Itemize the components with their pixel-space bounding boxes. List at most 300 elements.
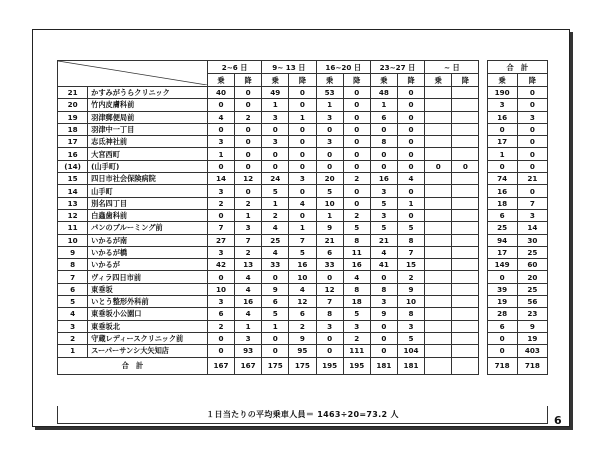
total-cell: 17 — [487, 136, 517, 148]
count-cell — [425, 296, 452, 308]
count-cell: 33 — [316, 259, 343, 271]
count-cell — [425, 173, 452, 185]
count-cell: 11 — [343, 246, 370, 258]
count-cell — [425, 197, 452, 209]
total-cell: 6 — [487, 320, 517, 332]
diagonal-line — [58, 61, 207, 85]
count-cell — [425, 320, 452, 332]
count-cell: 0 — [397, 123, 424, 135]
count-cell: 41 — [370, 259, 397, 271]
total-cell: 25 — [517, 283, 547, 295]
count-cell — [452, 197, 479, 209]
stop-name: パンのブルーミング前 — [88, 222, 208, 234]
total-value: 195 — [343, 357, 370, 374]
table-row — [58, 308, 548, 320]
count-cell: 7 — [289, 234, 316, 246]
count-cell: 0 — [207, 99, 234, 111]
count-cell: 12 — [289, 296, 316, 308]
count-cell: 1 — [397, 197, 424, 209]
column-gap — [479, 222, 487, 234]
count-cell: 9 — [289, 332, 316, 344]
count-cell: 1 — [289, 222, 316, 234]
header-board: 乗 — [370, 74, 397, 87]
count-cell: 1 — [235, 209, 262, 221]
count-cell: 95 — [289, 345, 316, 357]
count-cell: 2 — [235, 246, 262, 258]
count-cell: 5 — [316, 185, 343, 197]
table-row — [58, 136, 548, 148]
header-alight: 降 — [517, 74, 547, 87]
count-cell: 13 — [235, 259, 262, 271]
count-cell: 4 — [397, 173, 424, 185]
count-cell: 0 — [316, 332, 343, 344]
count-cell — [425, 209, 452, 221]
count-cell: 1 — [262, 320, 289, 332]
count-cell — [452, 173, 479, 185]
count-cell: 0 — [207, 271, 234, 283]
stop-name: かすみがうらクリニック — [88, 87, 208, 99]
count-cell: 2 — [207, 320, 234, 332]
total-cell: 403 — [517, 345, 547, 357]
count-cell: 5 — [262, 185, 289, 197]
total-cell: 21 — [517, 173, 547, 185]
table-row — [58, 259, 548, 271]
stop-number: 8 — [58, 259, 88, 271]
total-cell: 18 — [487, 197, 517, 209]
count-cell: 0 — [343, 87, 370, 99]
total-cell: 19 — [517, 332, 547, 344]
count-cell — [452, 271, 479, 283]
ridership-table — [57, 60, 548, 375]
header-group-2: 9~ 13 日 — [262, 61, 316, 74]
count-cell: 0 — [289, 87, 316, 99]
stop-name: (山手町) — [88, 160, 208, 172]
count-cell: 33 — [262, 259, 289, 271]
header-group-3: 16~20 日 — [316, 61, 370, 74]
count-cell: 0 — [235, 136, 262, 148]
column-gap — [479, 332, 487, 344]
count-cell: 3 — [316, 320, 343, 332]
count-cell: 1 — [262, 197, 289, 209]
count-cell: 5 — [262, 308, 289, 320]
count-cell: 0 — [425, 160, 452, 172]
count-cell: 8 — [397, 308, 424, 320]
count-cell: 0 — [235, 160, 262, 172]
count-cell: 8 — [343, 234, 370, 246]
count-cell: 8 — [370, 283, 397, 295]
column-gap — [479, 111, 487, 123]
count-cell: 0 — [397, 148, 424, 160]
count-cell: 9 — [316, 222, 343, 234]
count-cell — [425, 99, 452, 111]
stop-number: 4 — [58, 308, 88, 320]
count-cell: 25 — [262, 234, 289, 246]
count-cell: 7 — [397, 246, 424, 258]
stop-number: 10 — [58, 234, 88, 246]
count-cell: 0 — [343, 136, 370, 148]
stop-name: いとう整形外科前 — [88, 296, 208, 308]
table-row — [58, 320, 548, 332]
count-cell: 9 — [262, 283, 289, 295]
total-cell: 94 — [487, 234, 517, 246]
count-cell: 0 — [289, 148, 316, 160]
count-cell: 0 — [343, 99, 370, 111]
count-cell — [452, 234, 479, 246]
table-row — [58, 123, 548, 135]
count-cell — [425, 332, 452, 344]
stop-name: 羽津中一丁目 — [88, 123, 208, 135]
stop-number: 5 — [58, 296, 88, 308]
stop-name: 四日市社会保険病院 — [88, 173, 208, 185]
total-value: 718 — [487, 357, 517, 374]
stop-number: 17 — [58, 136, 88, 148]
total-cell: 0 — [487, 160, 517, 172]
count-cell — [452, 99, 479, 111]
stop-number: 13 — [58, 197, 88, 209]
header-alight: 降 — [343, 74, 370, 87]
table-row — [58, 234, 548, 246]
count-cell: 6 — [207, 308, 234, 320]
total-value: 181 — [370, 357, 397, 374]
count-cell: 0 — [207, 345, 234, 357]
total-cell: 23 — [517, 308, 547, 320]
count-cell: 12 — [235, 173, 262, 185]
column-gap — [479, 148, 487, 160]
header-board: 乗 — [425, 74, 452, 87]
stop-number: 21 — [58, 87, 88, 99]
footnote-box — [57, 406, 548, 424]
count-cell: 0 — [235, 123, 262, 135]
count-cell: 8 — [316, 308, 343, 320]
total-cell: 6 — [487, 209, 517, 221]
count-cell: 0 — [370, 332, 397, 344]
column-gap — [479, 357, 487, 374]
count-cell — [425, 259, 452, 271]
total-cell: 0 — [487, 123, 517, 135]
count-cell — [425, 246, 452, 258]
total-cell: 14 — [517, 222, 547, 234]
count-cell: 0 — [343, 197, 370, 209]
count-cell: 0 — [316, 271, 343, 283]
count-cell: 3 — [207, 246, 234, 258]
count-cell: 6 — [262, 296, 289, 308]
count-cell — [452, 308, 479, 320]
count-cell: 9 — [370, 308, 397, 320]
total-cell: 28 — [487, 308, 517, 320]
stop-number: 15 — [58, 173, 88, 185]
total-cell: 1 — [487, 148, 517, 160]
stop-name: ヴィラ四日市前 — [88, 271, 208, 283]
header-board: 乗 — [487, 74, 517, 87]
count-cell: 2 — [343, 209, 370, 221]
total-cell: 190 — [487, 87, 517, 99]
count-cell: 1 — [207, 148, 234, 160]
total-value: 175 — [289, 357, 316, 374]
count-cell: 3 — [235, 332, 262, 344]
total-cell: 39 — [487, 283, 517, 295]
count-cell: 1 — [316, 209, 343, 221]
count-cell: 0 — [397, 185, 424, 197]
stop-name: 東垂坂 — [88, 283, 208, 295]
total-cell: 74 — [487, 173, 517, 185]
count-cell: 5 — [289, 246, 316, 258]
count-cell: 5 — [397, 222, 424, 234]
total-cell: 20 — [517, 271, 547, 283]
stop-name: 東垂坂北 — [88, 320, 208, 332]
count-cell: 49 — [262, 87, 289, 99]
count-cell: 4 — [289, 197, 316, 209]
total-value: 718 — [517, 357, 547, 374]
count-cell: 9 — [397, 283, 424, 295]
stop-number: 9 — [58, 246, 88, 258]
count-cell: 0 — [235, 148, 262, 160]
count-cell: 3 — [370, 209, 397, 221]
count-cell: 0 — [343, 148, 370, 160]
count-cell: 0 — [316, 345, 343, 357]
stop-name: いかるが — [88, 259, 208, 271]
table-row — [58, 246, 548, 258]
stop-number: 12 — [58, 209, 88, 221]
total-value: 195 — [316, 357, 343, 374]
count-cell: 3 — [262, 136, 289, 148]
column-gap — [479, 259, 487, 271]
stop-name: 別名四丁目 — [88, 197, 208, 209]
total-cell: 56 — [517, 296, 547, 308]
count-cell: 0 — [452, 160, 479, 172]
count-cell — [425, 123, 452, 135]
count-cell: 0 — [343, 111, 370, 123]
column-gap — [479, 61, 487, 87]
stop-name: 守蔵レディースクリニック前 — [88, 332, 208, 344]
column-gap — [479, 283, 487, 295]
total-cell: 0 — [487, 271, 517, 283]
stop-number: 14 — [58, 185, 88, 197]
header-group-total: 合 計 — [487, 61, 548, 74]
column-gap — [479, 173, 487, 185]
total-cell: 0 — [517, 99, 547, 111]
count-cell: 0 — [316, 160, 343, 172]
count-cell: 0 — [289, 185, 316, 197]
count-cell: 4 — [235, 271, 262, 283]
count-cell — [425, 345, 452, 357]
count-cell: 2 — [207, 197, 234, 209]
column-gap — [479, 320, 487, 332]
count-cell: 0 — [262, 148, 289, 160]
total-cell: 19 — [487, 296, 517, 308]
count-cell: 0 — [262, 271, 289, 283]
count-cell: 16 — [370, 173, 397, 185]
count-cell: 3 — [262, 111, 289, 123]
stop-number: 1 — [58, 345, 88, 357]
count-cell: 8 — [370, 136, 397, 148]
table-row — [58, 99, 548, 111]
count-cell: 1 — [262, 99, 289, 111]
totals-row — [58, 357, 548, 374]
total-cell: 0 — [517, 160, 547, 172]
count-cell: 4 — [343, 271, 370, 283]
slide-frame — [32, 29, 570, 427]
count-cell: 3 — [289, 173, 316, 185]
total-cell: 60 — [517, 259, 547, 271]
column-gap — [479, 197, 487, 209]
count-cell: 8 — [343, 283, 370, 295]
count-cell — [452, 296, 479, 308]
count-cell: 3 — [207, 296, 234, 308]
count-cell: 21 — [316, 234, 343, 246]
total-cell: 0 — [517, 185, 547, 197]
table-row — [58, 185, 548, 197]
total-cell: 25 — [487, 222, 517, 234]
count-cell — [452, 111, 479, 123]
count-cell — [425, 185, 452, 197]
count-cell: 1 — [370, 99, 397, 111]
count-cell — [425, 136, 452, 148]
count-cell: 3 — [343, 320, 370, 332]
count-cell: 2 — [235, 197, 262, 209]
table-body — [58, 87, 548, 358]
count-cell: 20 — [316, 173, 343, 185]
stop-number: 3 — [58, 320, 88, 332]
count-cell — [452, 222, 479, 234]
count-cell: 16 — [235, 296, 262, 308]
total-value: 181 — [397, 357, 424, 374]
table-row — [58, 111, 548, 123]
count-cell: 5 — [343, 222, 370, 234]
column-gap — [479, 308, 487, 320]
count-cell: 48 — [370, 87, 397, 99]
table-row — [58, 345, 548, 357]
count-cell: 2 — [235, 111, 262, 123]
count-cell: 0 — [343, 185, 370, 197]
stop-number: 2 — [58, 332, 88, 344]
stop-name: 羽津郵便局前 — [88, 111, 208, 123]
count-cell: 0 — [316, 148, 343, 160]
header-row-groups — [58, 61, 548, 74]
count-cell: 0 — [289, 160, 316, 172]
count-cell — [452, 87, 479, 99]
count-cell: 7 — [316, 296, 343, 308]
header-group-1: 2~6 日 — [207, 61, 261, 74]
count-cell — [452, 209, 479, 221]
count-cell: 0 — [207, 160, 234, 172]
total-cell: 0 — [517, 123, 547, 135]
total-cell: 30 — [517, 234, 547, 246]
count-cell: 1 — [235, 320, 262, 332]
count-cell: 0 — [316, 123, 343, 135]
count-cell: 12 — [316, 283, 343, 295]
count-cell — [452, 246, 479, 258]
count-cell: 4 — [207, 111, 234, 123]
count-cell: 6 — [289, 308, 316, 320]
column-gap — [479, 209, 487, 221]
count-cell: 4 — [289, 283, 316, 295]
stop-number: 7 — [58, 271, 88, 283]
count-cell: 42 — [207, 259, 234, 271]
total-cell: 9 — [517, 320, 547, 332]
count-cell: 3 — [370, 296, 397, 308]
header-board: 乗 — [262, 74, 289, 87]
count-cell: 21 — [370, 234, 397, 246]
count-cell — [452, 136, 479, 148]
count-cell: 0 — [343, 160, 370, 172]
count-cell: 3 — [397, 320, 424, 332]
header-group-5: ~ 日 — [425, 61, 479, 74]
stop-number: 20 — [58, 99, 88, 111]
count-cell — [425, 271, 452, 283]
total-cell: 25 — [517, 246, 547, 258]
column-gap — [479, 87, 487, 99]
count-cell: 6 — [370, 111, 397, 123]
count-cell: 0 — [370, 123, 397, 135]
total-cell: 0 — [517, 148, 547, 160]
count-cell: 0 — [370, 160, 397, 172]
count-cell: 10 — [207, 283, 234, 295]
count-cell: 0 — [397, 111, 424, 123]
count-cell: 4 — [235, 308, 262, 320]
column-gap — [479, 136, 487, 148]
count-cell — [452, 283, 479, 295]
count-cell: 3 — [207, 136, 234, 148]
count-cell: 0 — [343, 123, 370, 135]
count-cell: 104 — [397, 345, 424, 357]
count-cell: 111 — [343, 345, 370, 357]
count-cell: 16 — [343, 259, 370, 271]
count-cell — [452, 259, 479, 271]
count-cell: 0 — [235, 87, 262, 99]
total-value: 175 — [262, 357, 289, 374]
count-cell: 0 — [262, 123, 289, 135]
total-cell: 7 — [517, 197, 547, 209]
count-cell — [425, 87, 452, 99]
stop-name: 山手町 — [88, 185, 208, 197]
count-cell: 0 — [289, 123, 316, 135]
count-cell: 5 — [343, 308, 370, 320]
count-cell: 7 — [207, 222, 234, 234]
stop-name: 大宮西町 — [88, 148, 208, 160]
stop-name: 東垂坂小公園口 — [88, 308, 208, 320]
count-cell: 2 — [343, 332, 370, 344]
count-cell: 3 — [207, 185, 234, 197]
count-cell: 0 — [370, 320, 397, 332]
stop-number: 16 — [58, 148, 88, 160]
page-number: 6 — [554, 414, 562, 427]
average-ridership-note: １日当たりの平均乗車人員＝ 1463÷20=73.2 人 — [206, 410, 399, 419]
stop-name: スーパーサンシ大矢知店 — [88, 345, 208, 357]
count-cell: 5 — [370, 197, 397, 209]
header-group-4: 23~27 日 — [370, 61, 424, 74]
table-row — [58, 296, 548, 308]
totals-label: 合 計 — [58, 357, 208, 374]
header-alight: 降 — [452, 74, 479, 87]
total-cell: 3 — [517, 111, 547, 123]
count-cell — [425, 222, 452, 234]
count-cell: 0 — [397, 87, 424, 99]
stop-number: 6 — [58, 283, 88, 295]
header-diagonal-cell — [58, 61, 208, 87]
total-cell: 3 — [517, 209, 547, 221]
count-cell: 0 — [397, 99, 424, 111]
table-row — [58, 222, 548, 234]
count-cell: 0 — [262, 160, 289, 172]
count-cell: 10 — [289, 271, 316, 283]
count-cell: 3 — [316, 111, 343, 123]
count-cell: 24 — [262, 173, 289, 185]
table-row — [58, 173, 548, 185]
stop-number: (14) — [58, 160, 88, 172]
stop-name: 竹内皮膚科前 — [88, 99, 208, 111]
count-cell: 0 — [370, 345, 397, 357]
count-cell: 0 — [289, 99, 316, 111]
